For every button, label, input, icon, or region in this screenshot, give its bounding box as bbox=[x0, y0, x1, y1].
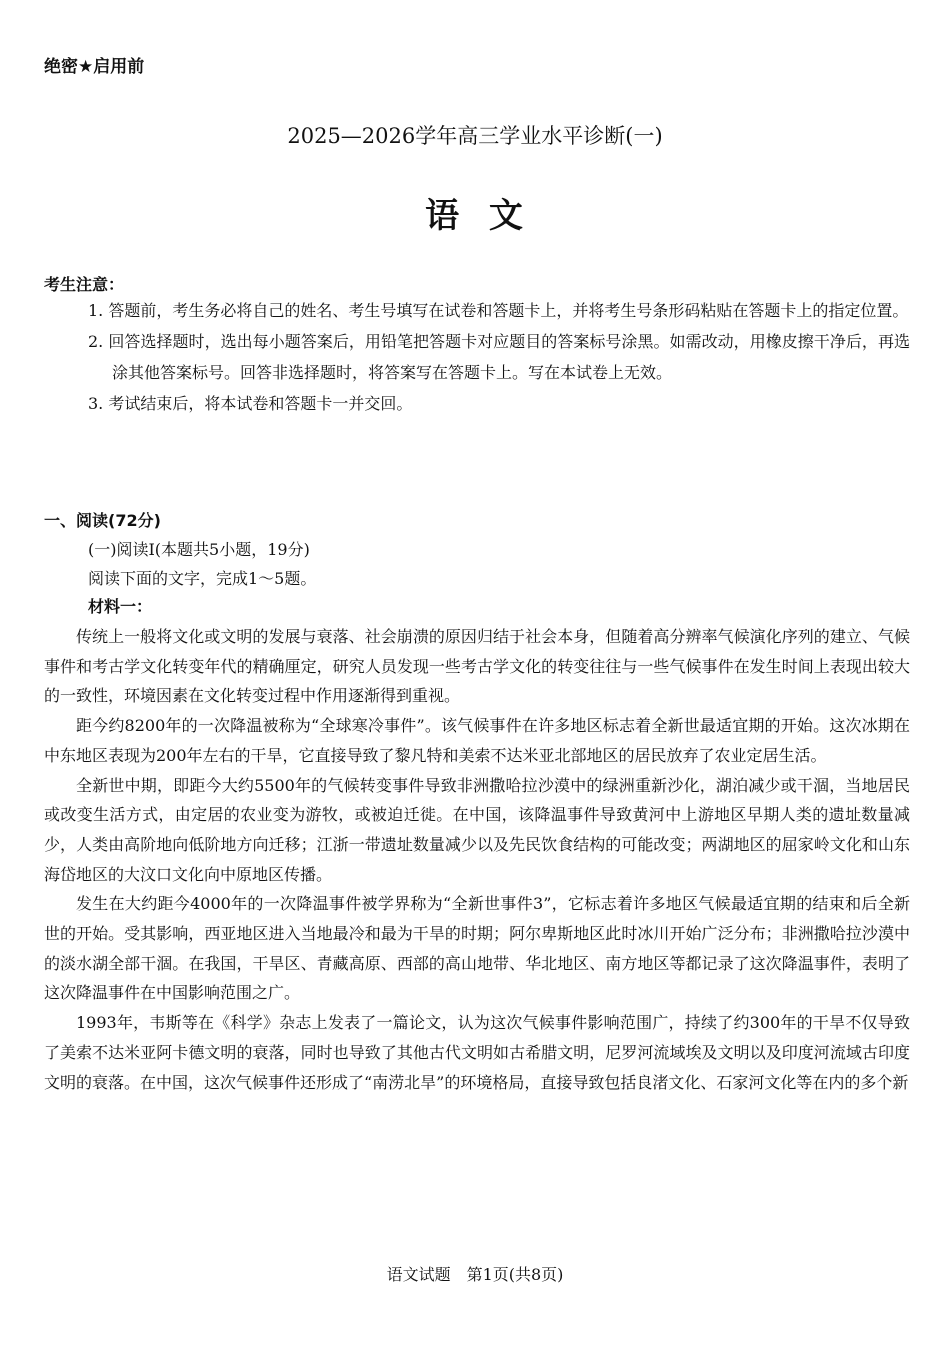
passage-paragraph: 传统上一般将文化或文明的发展与衰落、社会崩溃的原因归结于社会本身，但随着高分辨率气候演化序列的建立、气候事件和考古学文化转变年代的精确厘定，研究人员发现一些考古学文化的转变往往与一些气候事件在发生时间上表现出较大的一致性，环境因素在文化转变过程中作用逐渐得到重视。 bbox=[44, 627, 910, 706]
notice-item: 1. 答题前，考生务必将自己的姓名、考生号填写在试卷和答题卡上，并将考生号条形码粘贴在答题卡上的指定位置。 bbox=[88, 301, 909, 320]
passage-paragraph: 全新世中期，即距今大约5500年的气候转变事件导致非洲撒哈拉沙漠中的绿洲重新沙化，湖泊减少或干涸，当地居民或改变生活方式，由定居的农业变为游牧，或被迫迁徙。在中国，该降温事件导致黄河中上游地区早期人类的遗址数量减少，人类由高阶地向低阶地方向迁移；江浙一带遗址数量减少以及先民饮食结构的可能改变；两湖地区的屈家岭文化和山东海岱地区的大汶口文化向中原地区传播。 bbox=[44, 775, 910, 884]
notice-heading: 考生注意： bbox=[44, 275, 125, 294]
passage-paragraph: 1993年，韦斯等在《科学》杂志上发表了一篇论文，认为这次气候事件影响范围广，持续了约300年的干旱不仅导致了美索不达米亚阿卡德文明的衰落，同时也导致了其他古代文明如古希腊文明，尼罗河流域埃及文明以及印度河流域古印度文明的衰落。在中国，这次气候事件还形成了“南涝北旱”的环境格局，直接导致包括良渚文化、石家河文化等在内的多个新 bbox=[44, 1013, 910, 1092]
material-label: 材料一： bbox=[88, 597, 153, 616]
subject-title: 语 文 bbox=[425, 196, 525, 236]
page-footer: 语文试题 第1页(共8页) bbox=[386, 1265, 564, 1284]
notice-item: 2. 回答选择题时，选出每小题答案后，用铅笔把答题卡对应题目的答案标号涂黑。如需改动，用橡皮擦干净后，再选涂其他答案标号。回答非选择题时，将答案写在答题卡上。写在本试卷上无效。 bbox=[88, 332, 910, 382]
reading-passage bbox=[44, 622, 910, 1097]
confidential-label: 绝密★启用前 bbox=[44, 57, 145, 77]
notice-list bbox=[88, 295, 910, 419]
reading-instruction: 阅读下面的文字，完成1～5题。 bbox=[88, 569, 317, 588]
passage-paragraph: 距今约8200年的一次降温被称为“全球寒冷事件”。该气候事件在许多地区标志着全新世最适宜期的开始。这次冰期在中东地区表现为200年左右的干旱，它直接导致了黎凡特和美索不达米亚北部地区的居民放弃了农业定居生活。 bbox=[44, 716, 910, 765]
exam-title: 2025—2026学年高三学业水平诊断(一) bbox=[287, 124, 663, 148]
section-heading: 一、阅读(72分) bbox=[44, 511, 161, 530]
passage-paragraph: 发生在大约距今4000年的一次降温事件被学界称为“全新世事件3”，它标志着许多地区气候最适宜期的结束和后全新世的开始。受其影响，西亚地区进入当地最冷和最为干旱的时期；阿尔卑斯地区此时冰川开始广泛分布；非洲撒哈拉沙漠中的淡水湖全部干涸。在我国，干旱区、青藏高原、西部的高山地带、华北地区、南方地区等都记录了这次降温事件，表明了这次降温事件在中国影响范围之广。 bbox=[44, 894, 910, 1003]
notice-item: 3. 考试结束后，将本试卷和答题卡一并交回。 bbox=[88, 394, 413, 413]
subsection-title: (一)阅读Ⅰ(本题共5小题，19分) bbox=[88, 540, 310, 559]
